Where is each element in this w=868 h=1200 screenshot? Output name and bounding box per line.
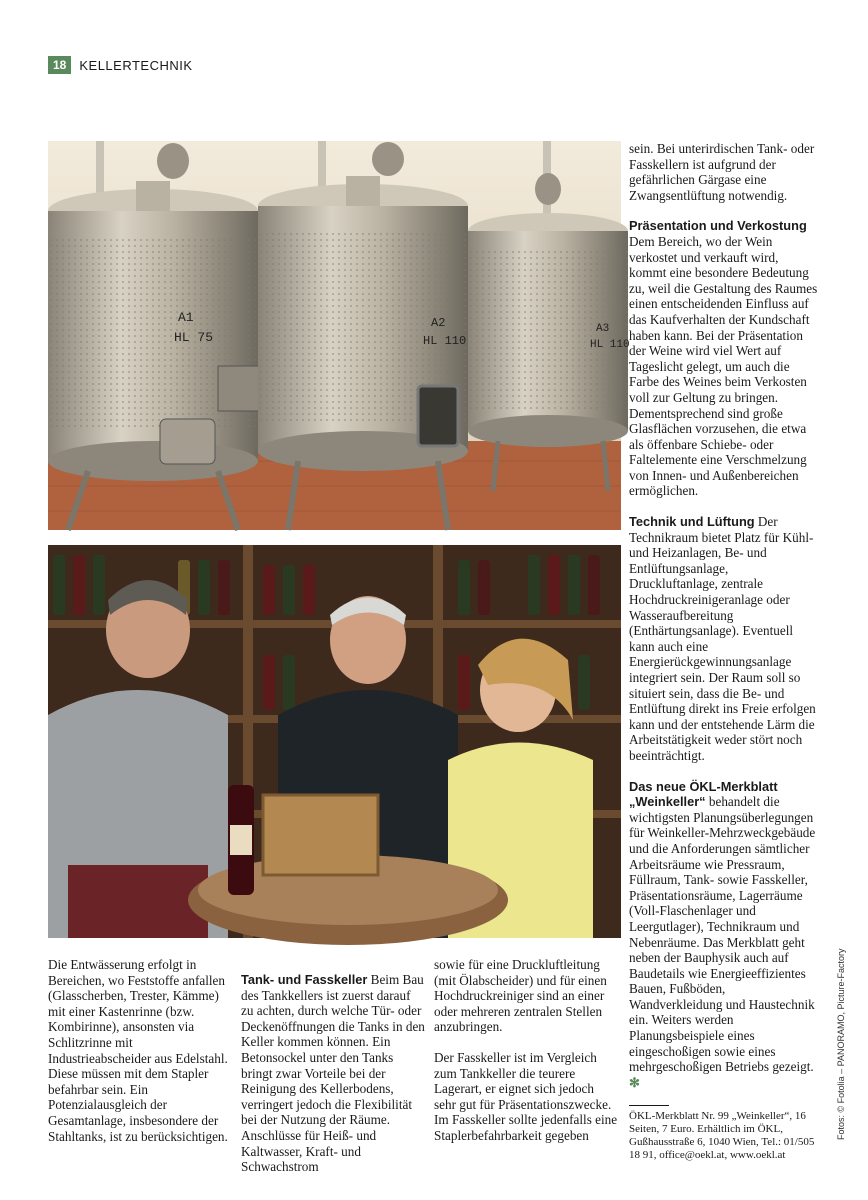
intro-paragraph: sein. Bei unterirdischen Tank- oder Fasskellern ist aufgrund der gefährlichen Gärgase eine Zwangsentlüftung notwendig. [629, 141, 815, 203]
tank-label: A3 [596, 323, 610, 335]
section-heading: Technik und Lüftung [629, 514, 755, 530]
tasting-photo [48, 545, 621, 938]
section-text: Beim Bau des Tankkellers ist zuerst darauf zu achten, durch welche Tür- oder Deckenöffnungen die Tanks in den Keller kommen können. Ein Betonsockel unter den Tanks bringt zwar Vorteile bei der Reinigung des Kellerbodens, verringert jedoch die Flexibilität bei der Nutzung der Räume. Anschlüsse für Heiß- und Kaltwasser, Kraft- und Schwachstrom [241, 972, 425, 1175]
tank-label: A2 [431, 316, 446, 330]
tank-a1 [48, 143, 268, 530]
paragraph: sowie für eine Druckluftleitung (mit Ölabscheider) und für einen Hochdruckreiniger sind an einer oder mehreren zentralen Stellen anzubringen. [434, 957, 607, 1035]
divider [629, 1105, 669, 1106]
bottom-column-3 [434, 957, 618, 1159]
tank-label: HL 110 [590, 339, 630, 351]
tanks-photo [48, 141, 630, 530]
tanks-illustration [48, 141, 630, 530]
section-heading: Präsentation und Verkostung [629, 218, 807, 234]
section-title: KELLERTECHNIK [79, 57, 193, 73]
paragraph: Die Entwässerung erfolgt in Bereichen, wo Feststoffe anfallen (Glasscherben, Trester, Kämme) mit einer Kastenrinne (bzw. Kombirinne), ansonsten via Schlitzrinne mit Industrieabscheider aus Edelstahl. Diese müssen mit dem Stapler befahrbar sein. Ein Potenzialausgleich der Gesamtanlage, insbesondere der Stahltanks, ist zu berücksichtigen. [48, 957, 228, 1144]
photo-credit: Fotos: © Fotolia – PANORAMO, Picture-Factory [836, 948, 846, 1140]
section-heading: Das neue ÖKL-Merkblatt „Weinkeller“ [629, 778, 778, 810]
info-box: ÖKL-Merkblatt Nr. 99 „Weinkeller“, 16 Seiten, 7 Euro. Erhältlich im ÖKL, Gußhausstraße 6, 1040 Wien, Tel.: 01/505 18 91, office@oekl.at, www.oekl.at [629, 1110, 815, 1161]
page-header [48, 56, 193, 74]
page-number: 18 [48, 56, 71, 74]
bottom-column-1 [48, 957, 232, 1159]
section-text: behandelt die wichtigsten Planungsüberlegungen für Weinkeller-Mehrzweckgebäude und die Anforderungen sämtlicher Arbeitsräume wie Pressraum, Füllraum, Tank- sowie Fasskeller, Präsentationsräume, Lagerräume (Voll-Flaschenlager und Leergutlager), Technikraum und Nebenräume. Das Merkblatt geht neben der Bauphysik auch auf Baudetails wie Energieeffizientes Bauen, Fußböden, Wandverkleidung und Haustechnik ein. Weiters werden Planungsbeispiele eines eingeschoßigen sowie eines mehrgeschoßigen Betriebs gezeigt. [629, 794, 816, 1075]
tank-label: HL 110 [423, 334, 467, 348]
tank-label: A1 [178, 310, 194, 325]
bottom-column-2 [241, 957, 425, 1190]
tasting-illustration [48, 545, 621, 938]
section-text: Der Technikraum bietet Platz für Kühl- und Heizanlagen, Be- und Entlüftungsanlage, Druckluftanlage, zentrale Hochdruckreinigeranlage oder Wasseraufbereitung (Enthärtungsanlage). Eventuell kann auch eine Energierückgewinnungsanlage integriert sein. Der Raum soll so situiert sein, dass die Be- und Entlüftung direkt ins Freie erfolgen kann und der entstehende Lärm die Arbeitstätigkeit weder stört noch beeinträchtigt. [629, 514, 816, 763]
tank-label: HL 75 [174, 330, 214, 345]
section-paragraph: Dem Bereich, wo der Wein verkostet und verkauft wird, kommt eine besondere Bedeutung zu, weil die Gestaltung des Raumes einen entscheidenden Einfluss auf das Kaufverhalten der Kundschaft haben kann. Bei der Präsentation der Weine wird viel Wert auf Tageslicht gelegt, um auch die Farbe des Weines beim Verkosten voll zur Geltung zu bringen. Dementsprechend sind große Glasflächen vorzusehen, die etwa als öffenbare Schiebe- oder Faltelemente eine Verschmelzung von Innen- und Außenbereichen ermöglichen. [629, 233, 818, 499]
right-column [629, 141, 819, 1162]
paragraph: Der Fasskeller ist im Vergleich zum Tankkeller die teurere Lagerart, er eignet sich jedoch sehr gut für Präsentationszwecke. Im Fasskeller sollte jedenfalls eine Staplerbefahrbarkeit gegeben [434, 1049, 618, 1143]
section-heading: Tank- und Fasskeller [241, 972, 368, 987]
end-mark-icon: ✻ [629, 1074, 641, 1090]
